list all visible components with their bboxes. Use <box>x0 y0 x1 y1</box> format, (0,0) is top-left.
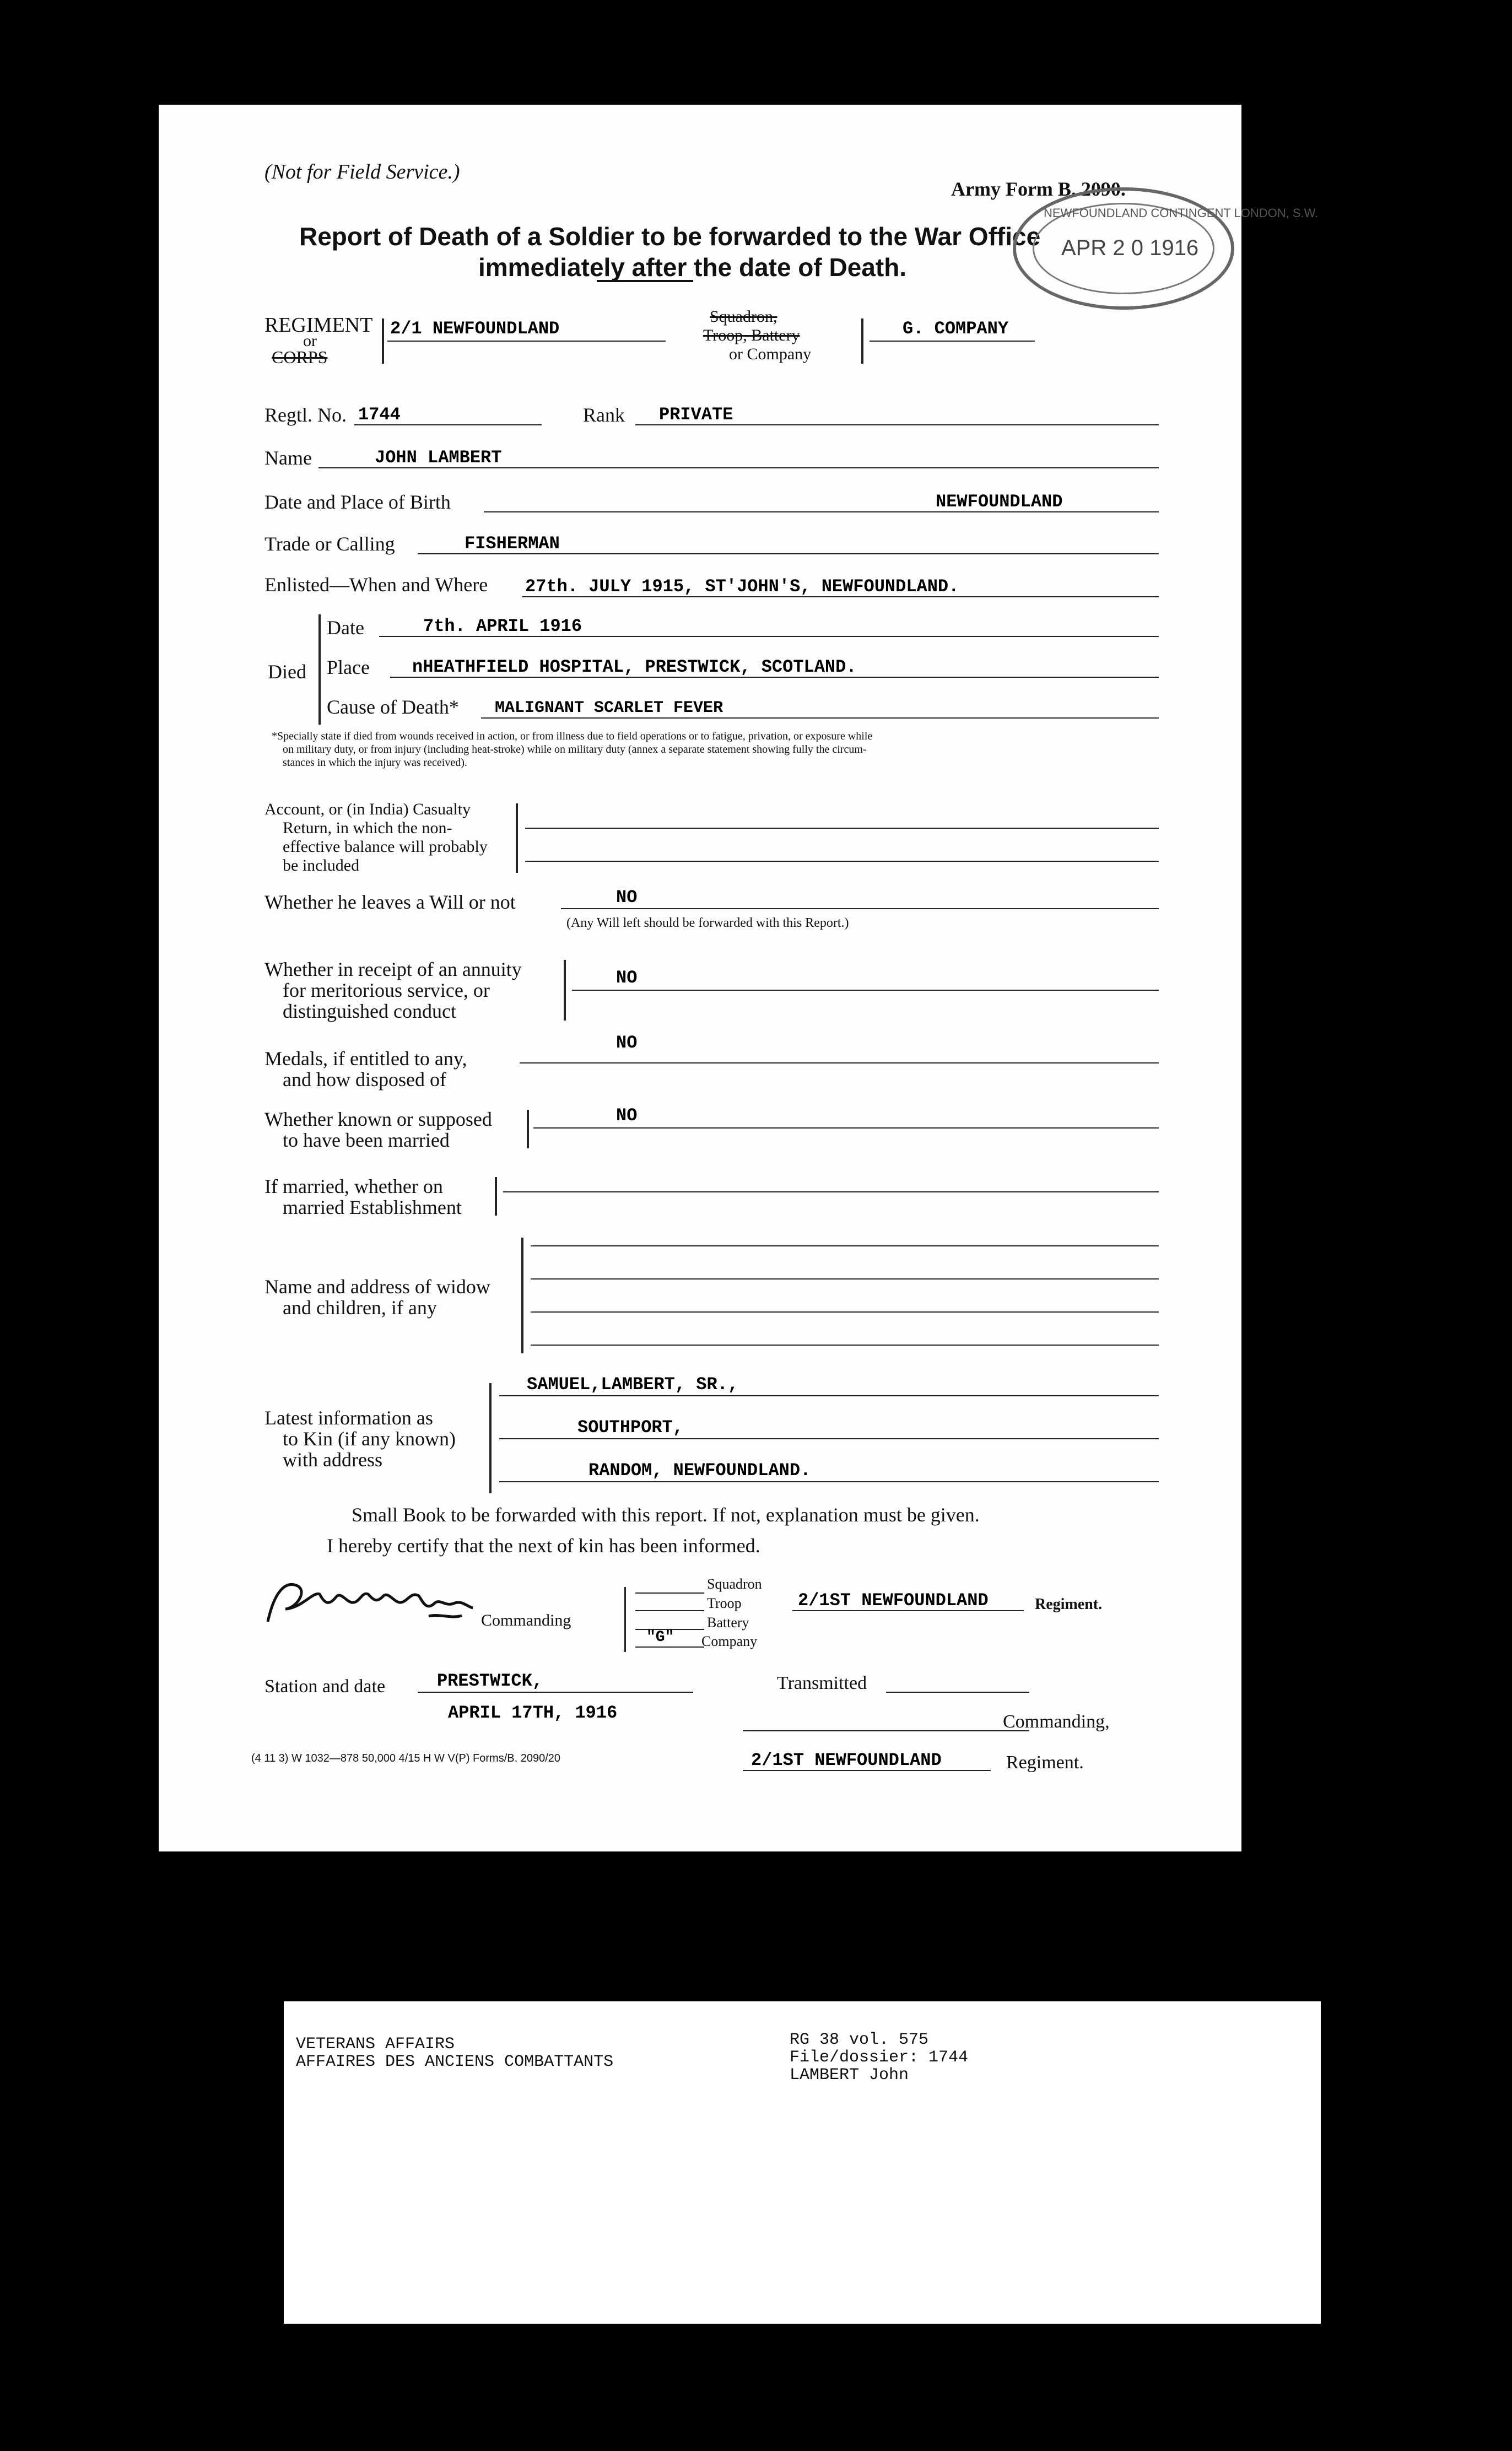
signature-regiment-value: 2/1ST NEWFOUNDLAND <box>798 1590 989 1611</box>
died-brace <box>318 614 321 725</box>
footnote-line2: on military duty, or from injury (including heat-stroke) while on military duty (annex a separate statement showing fully the circum- <box>283 743 867 755</box>
died-date-label: Date <box>327 617 364 639</box>
form-number: Army Form B. 2090. <box>951 178 1126 200</box>
troop-battery-label: Troop, Battery <box>703 326 800 344</box>
annuity-line <box>572 990 1159 991</box>
trade-value: FISHERMAN <box>465 533 560 554</box>
form-title: Report of Death of a Soldier to be forwarded to the War Office <box>299 222 1041 251</box>
company-line <box>870 341 1035 342</box>
squadron-line <box>635 1592 704 1594</box>
certify-note: I hereby certify that the next of kin has been informed. <box>327 1535 760 1557</box>
received-stamp <box>1013 187 1319 310</box>
regiment-value: 2/1 NEWFOUNDLAND <box>390 318 560 339</box>
bottom-regiment-value: 2/1ST NEWFOUNDLAND <box>751 1750 942 1770</box>
printer-code: (4 11 3) W 1032—878 50,000 4/15 H W V(P) Forms/B. 2090/20 <box>251 1752 561 1764</box>
footnote-line3: stances in which the injury was received). <box>283 757 467 769</box>
form-sheet <box>159 105 1319 1851</box>
medals-label-1: Medals, if entitled to any, <box>264 1048 467 1070</box>
footnote-line1: *Specially state if died from wounds received in action, or from illness due to field operations or to fatigue, privation, or exposure while <box>272 730 873 742</box>
birth-value: NEWFOUNDLAND <box>936 492 1063 512</box>
annuity-label-2: for meritorious service, or <box>283 979 490 1001</box>
kin-label-1: Latest information as <box>264 1407 433 1429</box>
medals-label-2: and how disposed of <box>283 1068 446 1090</box>
died-place-label: Place <box>327 656 370 678</box>
station-label: Station and date <box>264 1676 386 1697</box>
account-line-1 <box>525 828 1159 829</box>
rank-line <box>635 424 1159 425</box>
account-line-2 <box>525 861 1159 862</box>
company-line-2 <box>635 1646 704 1648</box>
bottom-regiment-line <box>743 1770 991 1771</box>
cause-line <box>481 717 1159 719</box>
not-field-service-note: (Not for Field Service.) <box>264 160 460 183</box>
trade-label: Trade or Calling <box>264 533 395 555</box>
commanding-line <box>743 1730 1029 1731</box>
signature-regiment-line <box>792 1610 1024 1611</box>
kin-brace <box>489 1383 492 1493</box>
company-g-value: "G" <box>646 1629 674 1646</box>
regiment-label: REGIMENT <box>264 314 373 337</box>
archive-file-number: File/dossier: 1744 <box>790 2048 969 2067</box>
trade-line <box>418 553 1159 554</box>
commanding-label-2: Commanding, <box>1003 1712 1110 1732</box>
name-line <box>318 467 1159 468</box>
regiment-label-2: Regiment. <box>1035 1596 1103 1613</box>
company-brace <box>861 318 863 364</box>
kin-label-2: to Kin (if any known) <box>283 1428 456 1450</box>
kin-line-3 <box>499 1481 1159 1482</box>
archive-reference: RG 38 vol. 575 <box>790 2031 929 2049</box>
account-label-4: be included <box>283 856 360 874</box>
widow-label-1: Name and address of widow <box>264 1276 490 1298</box>
squadron-label-2: Squadron <box>707 1576 762 1592</box>
widow-label-2: and children, if any <box>283 1297 437 1319</box>
will-note: (Any Will left should be forwarded with this Report.) <box>566 916 849 930</box>
troop-line <box>635 1610 704 1611</box>
stamp-text: NEWFOUNDLAND CONTINGENT LONDON, S.W. <box>1044 206 1319 220</box>
annuity-label-3: distinguished conduct <box>283 1000 456 1022</box>
kin-line-2 <box>499 1438 1159 1439</box>
medals-line <box>520 1062 1159 1063</box>
company-value: G. COMPANY <box>903 318 1009 339</box>
birth-label: Date and Place of Birth <box>264 491 451 513</box>
name-value: JOHN LAMBERT <box>375 447 502 468</box>
widow-line-2 <box>531 1278 1159 1280</box>
account-brace <box>516 803 518 873</box>
regtl-no-value: 1744 <box>358 404 401 425</box>
will-value: NO <box>616 887 638 908</box>
enlisted-label: Enlisted—When and Where <box>264 574 488 596</box>
archive-name: LAMBERT John <box>790 2066 909 2085</box>
establishment-line <box>503 1191 1159 1192</box>
regiment-brace <box>382 318 384 364</box>
cause-label: Cause of Death* <box>327 696 459 718</box>
cause-value: MALIGNANT SCARLET FEVER <box>495 699 723 717</box>
name-label: Name <box>264 447 312 469</box>
rank-label: Rank <box>583 404 625 426</box>
archive-label-line1: VETERANS AFFAIRS <box>296 2035 455 2054</box>
died-place-value: nHEATHFIELD HOSPITAL, PRESTWICK, SCOTLAND. <box>412 657 857 677</box>
regiment-line <box>387 341 666 342</box>
regiment-or-label: or <box>303 332 317 350</box>
kin-value-1: SAMUEL,LAMBERT, SR., <box>527 1374 739 1395</box>
account-label-2: Return, in which the non- <box>283 819 452 837</box>
kin-value-2: SOUTHPORT, <box>577 1417 684 1438</box>
regtl-no-label: Regtl. No. <box>264 404 347 426</box>
widow-brace <box>521 1238 523 1353</box>
annuity-label-1: Whether in receipt of an annuity <box>264 958 522 980</box>
annuity-brace <box>564 960 566 1021</box>
married-value: NO <box>616 1105 638 1126</box>
kin-value-3: RANDOM, NEWFOUNDLAND. <box>588 1460 811 1481</box>
kin-line-1 <box>499 1395 1159 1396</box>
regiment-label-3: Regiment. <box>1006 1752 1084 1773</box>
widow-line-3 <box>531 1311 1159 1313</box>
form-subtitle: immediately after the date of Death. <box>478 253 907 282</box>
married-brace <box>527 1110 529 1148</box>
unit-brace <box>624 1587 626 1652</box>
transmitted-label: Transmitted <box>777 1673 867 1693</box>
enlisted-line <box>522 596 1159 597</box>
battery-label: Battery <box>707 1615 749 1631</box>
account-label-1: Account, or (in India) Casualty <box>264 800 471 818</box>
widow-line-4 <box>531 1345 1159 1346</box>
subtitle-underline <box>597 280 693 282</box>
rank-value: PRIVATE <box>659 404 733 425</box>
archive-label <box>284 2001 1321 2324</box>
account-label-3: effective balance will probably <box>283 838 488 856</box>
annuity-value: NO <box>616 968 638 988</box>
medals-value: NO <box>616 1033 638 1053</box>
small-book-note: Small Book to be forwarded with this report. If not, explanation must be given. <box>352 1504 980 1526</box>
married-label-1: Whether known or supposed <box>264 1108 492 1130</box>
kin-label-3: with address <box>283 1449 382 1471</box>
regtl-no-line <box>354 424 542 425</box>
station-value: PRESTWICK, <box>437 1671 543 1691</box>
corps-label: CORPS <box>272 347 328 367</box>
station-line <box>418 1692 693 1693</box>
died-label: Died <box>268 661 306 683</box>
establishment-brace <box>495 1177 497 1216</box>
died-date-line <box>379 636 1159 637</box>
married-line <box>533 1127 1159 1129</box>
squadron-label: Squadron, <box>710 307 777 326</box>
establishment-label-1: If married, whether on <box>264 1175 443 1197</box>
stamp-date: APR 2 0 1916 <box>1061 236 1199 260</box>
will-label: Whether he leaves a Will or not <box>264 891 516 913</box>
troop-label: Troop <box>707 1595 742 1611</box>
establishment-label-2: married Establishment <box>283 1196 462 1218</box>
enlisted-value: 27th. JULY 1915, ST'JOHN'S, NEWFOUNDLAND. <box>525 576 959 597</box>
station-date-value: APRIL 17TH, 1916 <box>448 1703 618 1723</box>
transmitted-line <box>886 1692 1029 1693</box>
commanding-label: Commanding <box>481 1611 571 1629</box>
married-label-2: to have been married <box>283 1129 450 1151</box>
or-company-label: or Company <box>729 345 812 363</box>
company-label-2: Company <box>701 1633 758 1649</box>
will-line <box>561 908 1159 909</box>
died-date-value: 7th. APRIL 1916 <box>423 616 582 636</box>
widow-line-1 <box>531 1245 1159 1246</box>
died-place-line <box>390 677 1159 678</box>
archive-label-line2: AFFAIRES DES ANCIENS COMBATTANTS <box>296 2053 614 2071</box>
birth-line <box>484 511 1159 512</box>
